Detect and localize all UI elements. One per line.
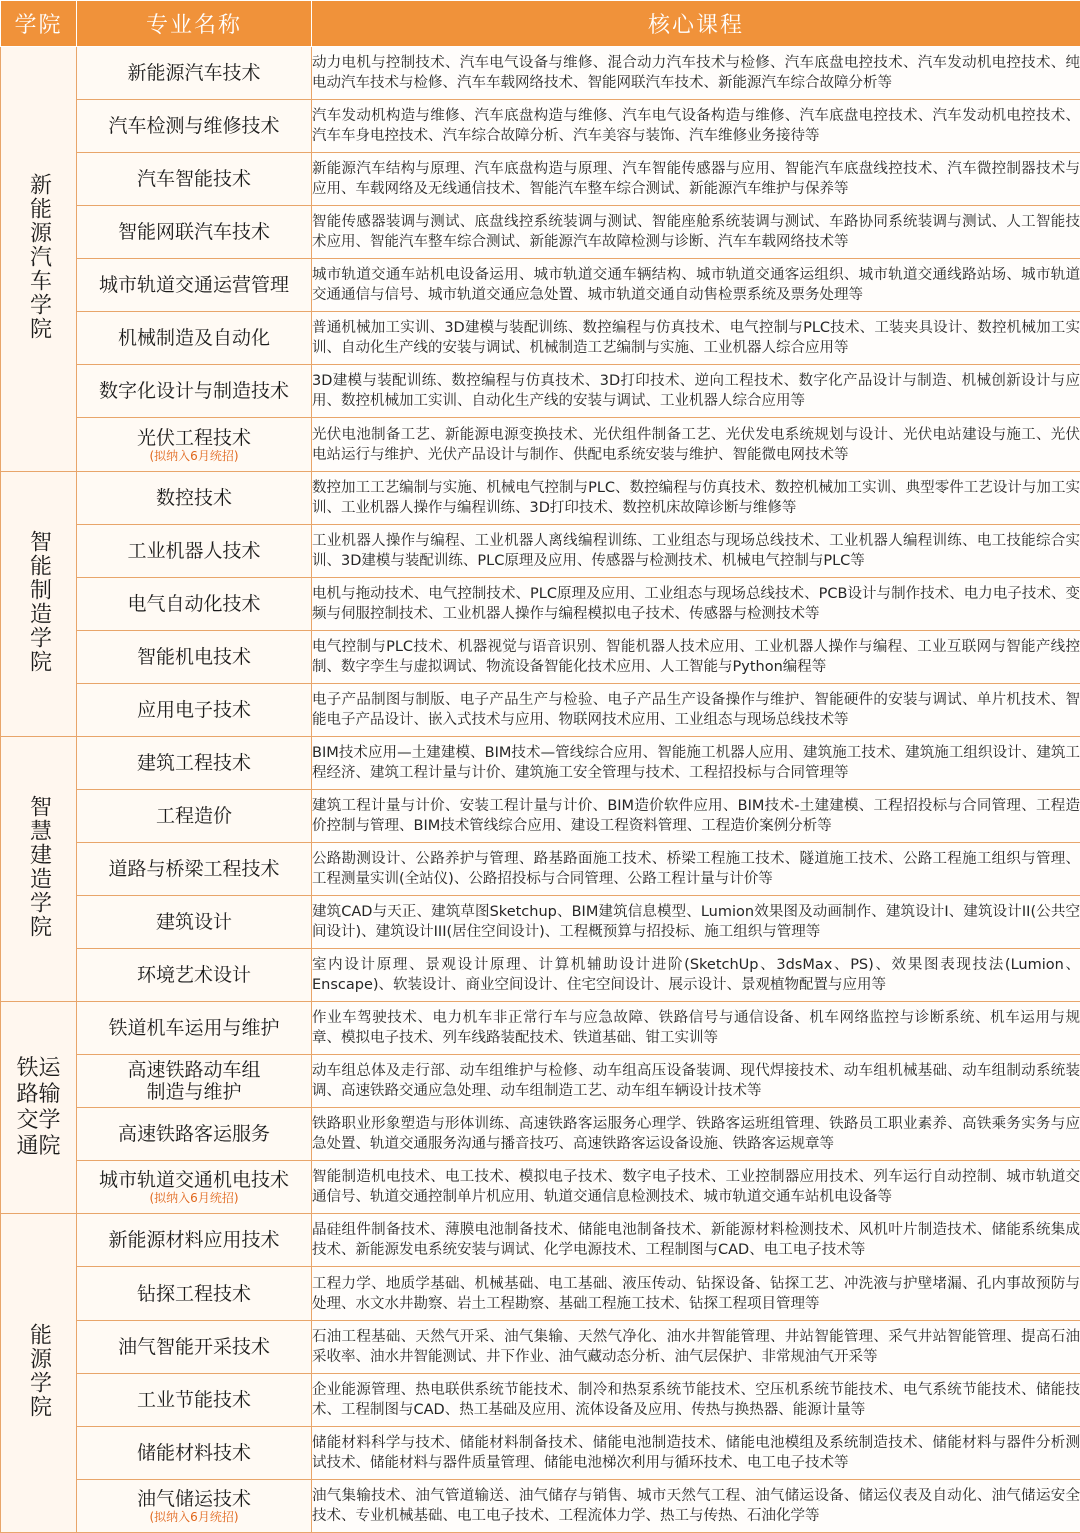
major-name: 汽车智能技术 (136, 168, 251, 191)
courses-cell: 汽车发动机构造与维修、汽车底盘构造与维修、汽车电气设备构造与维修、汽车底盘电控技术、汽车发动机电控技术、汽车车身电控技术、汽车综合故障分析、汽车美容与装饰、汽车维修业务接待等 (312, 100, 1080, 153)
courses-cell: 智能制造机电技术、电工技术、模拟电子技术、数字电子技术、工业控制器应用技术、列车运行自动控制、城市轨道交通信号、轨道交通控制单片机应用、轨道交通信息检测技术、城市轨道交通车站机电设备等 (312, 1161, 1080, 1214)
header-college: 学院 (1, 1, 77, 47)
major-cell (77, 1161, 312, 1214)
table-row (1, 789, 1080, 842)
major-cell (77, 206, 312, 259)
major-cell (77, 842, 312, 895)
table-row (1, 1373, 1080, 1426)
major-cell (77, 418, 312, 471)
major-cell (77, 630, 312, 683)
major-cell (77, 1267, 312, 1320)
table-row (1, 153, 1080, 206)
major-cell (77, 47, 312, 100)
table-row (1, 1214, 1080, 1267)
courses-cell: BIM技术应用—土建建模、BIM技术—管线综合应用、智能施工机器人应用、建筑施工技术、建筑施工组织设计、建筑工程经济、建筑工程计量与计价、建筑施工安全管理与技术、工程招投标与合同管理等 (312, 736, 1080, 789)
major-name: 道路与桥梁工程技术 (108, 858, 280, 881)
major-name: 汽车检测与维修技术 (108, 115, 280, 138)
table-row (1, 1108, 1080, 1161)
major-cell (77, 577, 312, 630)
table-row (1, 418, 1080, 471)
major-name: 光伏工程技术 (136, 426, 251, 449)
table-row (1, 1320, 1080, 1373)
major-cell (77, 1320, 312, 1373)
table-row (1, 471, 1080, 524)
header-row (1, 1, 1080, 47)
table-row (1, 1055, 1080, 1108)
college-cell (1, 47, 77, 472)
major-name: 应用电子技术 (136, 698, 251, 721)
courses-cell: 3D建模与装配训练、数控编程与仿真技术、3D打印技术、逆向工程技术、数字化产品设计与制造、机械创新设计与应用、数控机械加工实训、自动化生产线的安装与调试、工业机器人综合应用等 (312, 365, 1080, 418)
courses-cell: 光伏电池制备工艺、新能源电源变换技术、光伏组件制备工艺、光伏发电系统规划与设计、光伏电站建设与施工、光伏电站运行与维护、光伏产品设计与制作、供配电系统安装与维护、智能微电网技术等 (312, 418, 1080, 471)
college-cell (1, 1002, 77, 1214)
college-name: 新能源汽车学院 (26, 172, 52, 341)
major-name: 电气自动化技术 (127, 592, 261, 615)
table-row (1, 100, 1080, 153)
major-cell (77, 312, 312, 365)
header-courses: 核心课程 (312, 1, 1080, 47)
major-name: 建筑工程技术 (136, 751, 251, 774)
courses-cell: 储能材料科学与技术、储能材料制备技术、储能电池制造技术、储能电池模组及系统制造技术、储能材料与器件分析测试技术、储能材料与器件质量管理、储能电池梯次利用与循环技术、电工电子技术等 (312, 1426, 1080, 1479)
major-cell (77, 1214, 312, 1267)
table-row (1, 259, 1080, 312)
major-name: 智能网联汽车技术 (117, 221, 270, 244)
courses-cell: 企业能源管理、热电联供系统节能技术、制冷和热泵系统节能技术、空压机系统节能技术、电气系统节能技术、储能技术、工程制图与CAD、热工基础及应用、流体设备及应用、传热与换热器、能源计量等 (312, 1373, 1080, 1426)
major-cell (77, 259, 312, 312)
major-name: 环境艺术设计 (136, 964, 251, 987)
courses-cell: 工业机器人操作与编程、工业机器人离线编程训练、工业组态与现场总线技术、工业机器人编程训练、电工技能综合实训、3D建模与装配训练、PLC原理及应用、传感器与检测技术、机械电气控制与PLC等 (312, 524, 1080, 577)
courses-cell: 电气控制与PLC技术、机器视觉与语音识别、智能机器人技术应用、工业机器人操作与编程、工业互联网与智能产线控制、数字孪生与虚拟调试、物流设备智能化技术应用、人工智能与Python编程等 (312, 630, 1080, 683)
major-cell (77, 471, 312, 524)
college-name: 铁运 路输 交学 通院 (16, 1055, 61, 1159)
major-cell (77, 100, 312, 153)
major-name: 数字化设计与制造技术 (98, 380, 289, 403)
major-cell (77, 1373, 312, 1426)
table-row (1, 312, 1080, 365)
table-row (1, 1426, 1080, 1479)
courses-cell: 普通机械加工实训、3D建模与装配训练、数控编程与仿真技术、电气控制与PLC技术、工装夹具设计、数控机械加工实训、自动化生产线的安装与调试、机械制造工艺编制与实施、工业机器人综合应用等 (312, 312, 1080, 365)
major-name: 储能材料技术 (136, 1441, 251, 1464)
major-name: 城市轨道交通机电技术 (98, 1169, 289, 1192)
major-cell (77, 683, 312, 736)
table-row (1, 1479, 1080, 1532)
table-row (1, 949, 1080, 1002)
courses-cell: 数控加工工艺编制与实施、机械电气控制与PLC、数控编程与仿真技术、数控机械加工实训、典型零件工艺设计与加工实训、工业机器人操作与编程训练、3D打印技术、数控机床故障诊断与维修等 (312, 471, 1080, 524)
major-name: 高速铁路客运服务 (117, 1123, 270, 1146)
major-cell (77, 896, 312, 949)
major-name: 工业节能技术 (136, 1388, 251, 1411)
courses-cell: 室内设计原理、景观设计原理、计算机辅助设计进阶(SketchUp、3dsMax、PS)、效果图表现技法(Lumion、Enscape)、软装设计、商业空间设计、住宅空间设计、展示设计、景观植物配置与应用等 (312, 949, 1080, 1002)
major-name: 铁道机车运用与维护 (108, 1017, 280, 1040)
courses-cell: 电子产品制图与制版、电子产品生产与检验、电子产品生产设备操作与维护、智能硬件的安装与调试、单片机技术、智能电子产品设计、嵌入式技术与应用、物联网技术应用、工业组态与现场总线技术等 (312, 683, 1080, 736)
major-name: 油气智能开采技术 (117, 1335, 270, 1358)
college-cell (1, 1214, 77, 1533)
major-cell (77, 1002, 312, 1055)
major-cell (77, 736, 312, 789)
table-row (1, 630, 1080, 683)
enrollment-note: (拟纳入6月统招) (149, 448, 239, 463)
table-row (1, 1267, 1080, 1320)
courses-cell: 动力电机与控制技术、汽车电气设备与维修、混合动力汽车技术与检修、汽车底盘电控技术、汽车发动机电控技术、纯电动汽车技术与检修、汽车车载网络技术、智能网联汽车技术、新能源汽车综合故障分析等 (312, 47, 1080, 100)
college-name: 智慧建造学院 (26, 795, 52, 940)
table-row (1, 1002, 1080, 1055)
major-cell (77, 1108, 312, 1161)
major-name: 新能源汽车技术 (127, 62, 261, 85)
header-major: 专业名称 (77, 1, 312, 47)
major-name: 油气储运技术 (136, 1487, 251, 1510)
courses-cell: 石油工程基础、天然气开采、油气集输、天然气净化、油水井智能管理、井站智能管理、采气井站智能管理、提高石油采收率、油水井智能测试、井下作业、油气藏动态分析、油气层保护、非常规油气开采等 (312, 1320, 1080, 1373)
major-cell (77, 1055, 312, 1108)
courses-cell: 电机与拖动技术、电气控制技术、PLC原理及应用、工业组态与现场总线技术、PCB设计与制作技术、电力电子技术、变频与伺服控制技术、工业机器人操作与编程模拟电子技术、传感器与检测技术等 (312, 577, 1080, 630)
courses-cell: 新能源汽车结构与原理、汽车底盘构造与原理、汽车智能传感器与应用、智能汽车底盘线控技术、汽车微控制器技术与应用、车载网络及无线通信技术、智能汽车整车综合测试、新能源汽车维护与保养等 (312, 153, 1080, 206)
major-cell (77, 365, 312, 418)
major-name: 数控技术 (155, 486, 232, 509)
enrollment-note: (拟纳入6月统招) (149, 1509, 239, 1524)
college-name: 智能制造学院 (26, 529, 52, 674)
table-row (1, 206, 1080, 259)
major-name: 城市轨道交通运营管理 (98, 274, 289, 297)
major-cell (77, 1426, 312, 1479)
courses-cell: 铁路职业形象塑造与形体训练、高速铁路客运服务心理学、铁路客运班组管理、铁路员工职业素养、高铁乘务实务与应急处置、轨道交通服务沟通与播音技巧、高速铁路客运设备设施、铁路客运规章等 (312, 1108, 1080, 1161)
table-row (1, 736, 1080, 789)
major-cell (77, 524, 312, 577)
table-row (1, 577, 1080, 630)
courses-cell: 油气集输技术、油气管道输送、油气储存与销售、城市天然气工程、油气储运设备、储运仪表及自动化、油气储运安全技术、专业机械基础、电工电子技术、工程流体力学、热工与传热、石油化学等 (312, 1479, 1080, 1532)
courses-cell: 晶硅组件制备技术、薄膜电池制备技术、储能电池制备技术、新能源材料检测技术、风机叶片制造技术、储能系统集成技术、新能源发电系统安装与调试、化学电源技术、工程制图与CAD、电工电子技术等 (312, 1214, 1080, 1267)
courses-cell: 智能传感器装调与测试、底盘线控系统装调与测试、智能座舱系统装调与测试、车路协同系统装调与测试、人工智能技术应用、智能汽车整车综合测试、新能源汽车故障检测与诊断、汽车车载网络技术等 (312, 206, 1080, 259)
college-cell (1, 471, 77, 736)
courses-cell: 动车组总体及走行部、动车组维护与检修、动车组高压设备装调、现代焊接技术、动车组机械基础、动车组制动系统装调、高速铁路交通应急处理、动车组制造工艺、动车组车辆设计技术等 (312, 1055, 1080, 1108)
college-name: 能源学院 (26, 1323, 52, 1420)
table-row (1, 683, 1080, 736)
major-name: 建筑设计 (155, 911, 232, 934)
major-cell (77, 153, 312, 206)
courses-cell: 建筑工程计量与计价、安装工程计量与计价、BIM造价软件应用、BIM技术-土建建模、工程招投标与合同管理、工程造价控制与管理、BIM技术管线综合应用、建设工程资料管理、工程造价案例分析等 (312, 789, 1080, 842)
table-row (1, 365, 1080, 418)
major-cell (77, 789, 312, 842)
major-name: 机械制造及自动化 (117, 327, 270, 350)
enrollment-note: (拟纳入6月统招) (149, 1191, 239, 1206)
courses-cell: 作业车驾驶技术、电力机车非正常行车与应急故障、铁路信号与通信设备、机车网络监控与诊断系统、机车运用与规章、模拟电子技术、列车线路装配技术、铁道基础、钳工实训等 (312, 1002, 1080, 1055)
major-name: 新能源材料应用技术 (108, 1229, 280, 1252)
courses-cell: 工程力学、地质学基础、机械基础、电工基础、液压传动、钻探设备、钻探工艺、冲洗液与护壁堵漏、孔内事故预防与处理、水文水井勘察、岩土工程勘察、基础工程施工技术、钻探工程项目管理等 (312, 1267, 1080, 1320)
courses-cell: 公路勘测设计、公路养护与管理、路基路面施工技术、桥梁工程施工技术、隧道施工技术、公路工程施工组织与管理、工程测量实训(全站仪)、公路招投标与合同管理、公路工程计量与计价等 (312, 842, 1080, 895)
major-name: 智能机电技术 (136, 645, 251, 668)
major-name: 高速铁路动车组 制造与维护 (127, 1059, 261, 1104)
table-row (1, 47, 1080, 100)
table-row (1, 896, 1080, 949)
courses-cell: 城市轨道交通车站机电设备运用、城市轨道交通车辆结构、城市轨道交通客运组织、城市轨道交通线路站场、城市轨道交通通信与信号、城市轨道交通应急处置、城市轨道交通自动售检票系统及票务处理等 (312, 259, 1080, 312)
table-row (1, 524, 1080, 577)
courses-cell: 建筑CAD与天正、建筑草图Sketchup、BIM建筑信息模型、Lumion效果图及动画制作、建筑设计I、建筑设计II(公共空间设计)、建筑设计III(居住空间设计)、工程概预算与招投标、施工组织与管理等 (312, 896, 1080, 949)
major-name: 工业机器人技术 (127, 539, 261, 562)
table-row (1, 1161, 1080, 1214)
table-row (1, 842, 1080, 895)
college-cell (1, 736, 77, 1001)
major-cell (77, 1479, 312, 1532)
major-name: 工程造价 (155, 804, 232, 827)
major-name: 钻探工程技术 (136, 1282, 251, 1305)
major-cell (77, 949, 312, 1002)
